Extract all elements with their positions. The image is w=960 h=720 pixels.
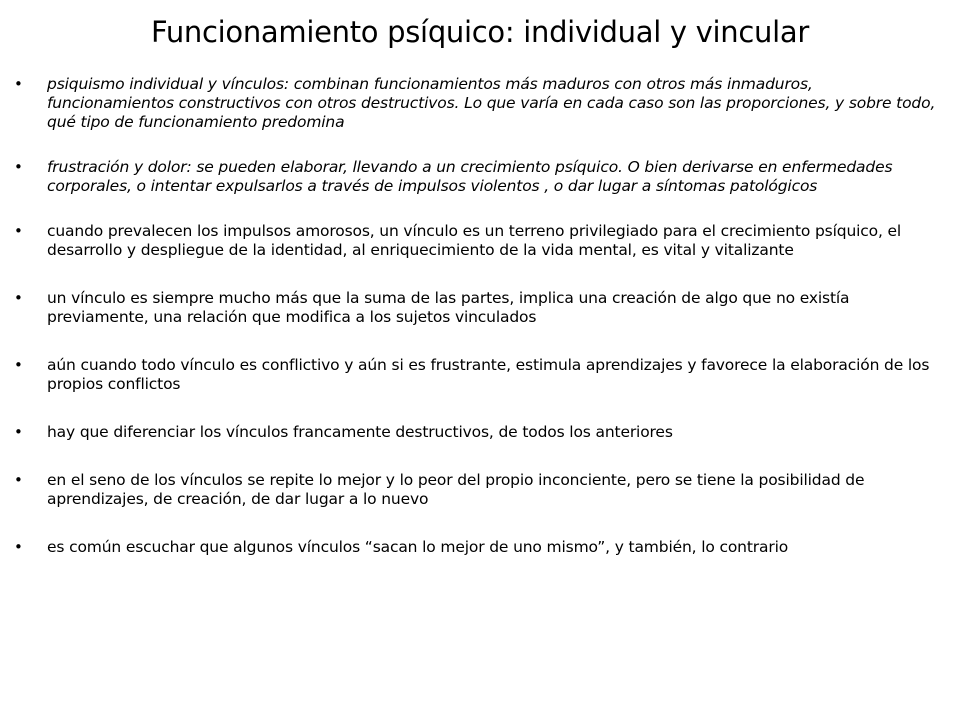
bullet-text: cuando prevalecen los impulsos amorosos, un vínculo es un terreno privilegiado para el crecimiento psíquico, el desarrollo y despliegue de la identidad, al enriquecimiento de la vida mental, es vital y vitalizante [47,222,902,259]
bullet-icon: • [14,471,23,489]
bullet-text: psiquismo individual y vínculos: combinan funcionamientos más maduros con otros más inmaduros, funcionamientos constructivos con otros destructivos. Lo que varía en cada caso son las proporciones, y sobre todo, qué tipo de funcionamiento predomina [47,75,936,131]
bullet-icon: • [14,423,23,441]
bullet-item [14,538,944,557]
bullet-list [14,75,944,587]
bullet-icon: • [14,75,23,93]
bullet-text: aún cuando todo vínculo es conflictivo y aún si es frustrante, estimula aprendizajes y favorece la elaboración de los propios conflictos [47,356,930,393]
bullet-icon: • [14,356,23,374]
bullet-text: un vínculo es siempre mucho más que la suma de las partes, implica una creación de algo que no existía previamente, una relación que modifica a los sujetos vinculados [47,289,850,326]
bullet-text: es común escuchar que algunos vínculos “sacan lo mejor de uno mismo”, y también, lo contrario [47,538,789,556]
bullet-text: hay que diferenciar los vínculos francamente destructivos, de todos los anteriores [47,423,673,441]
bullet-item [14,471,944,509]
bullet-icon: • [14,222,23,240]
bullet-item [14,75,944,132]
bullet-text: en el seno de los vínculos se repite lo mejor y lo peor del propio inconciente, pero se tiene la posibilidad de aprendizajes, de creación, de dar lugar a lo nuevo [47,471,865,508]
bullet-item [14,356,944,394]
bullet-item [14,289,944,327]
bullet-item [14,423,944,442]
bullet-icon: • [14,158,23,176]
slide-title: Funcionamiento psíquico: individual y vincular [151,15,809,49]
bullet-icon: • [14,538,23,556]
bullet-item [14,158,944,196]
bullet-item [14,222,944,260]
bullet-icon: • [14,289,23,307]
bullet-text: frustración y dolor: se pueden elaborar, llevando a un crecimiento psíquico. O bien derivarse en enfermedades corporales, o intentar expulsarlos a través de impulsos violentos , o dar lugar a síntomas patológicos [47,158,893,195]
